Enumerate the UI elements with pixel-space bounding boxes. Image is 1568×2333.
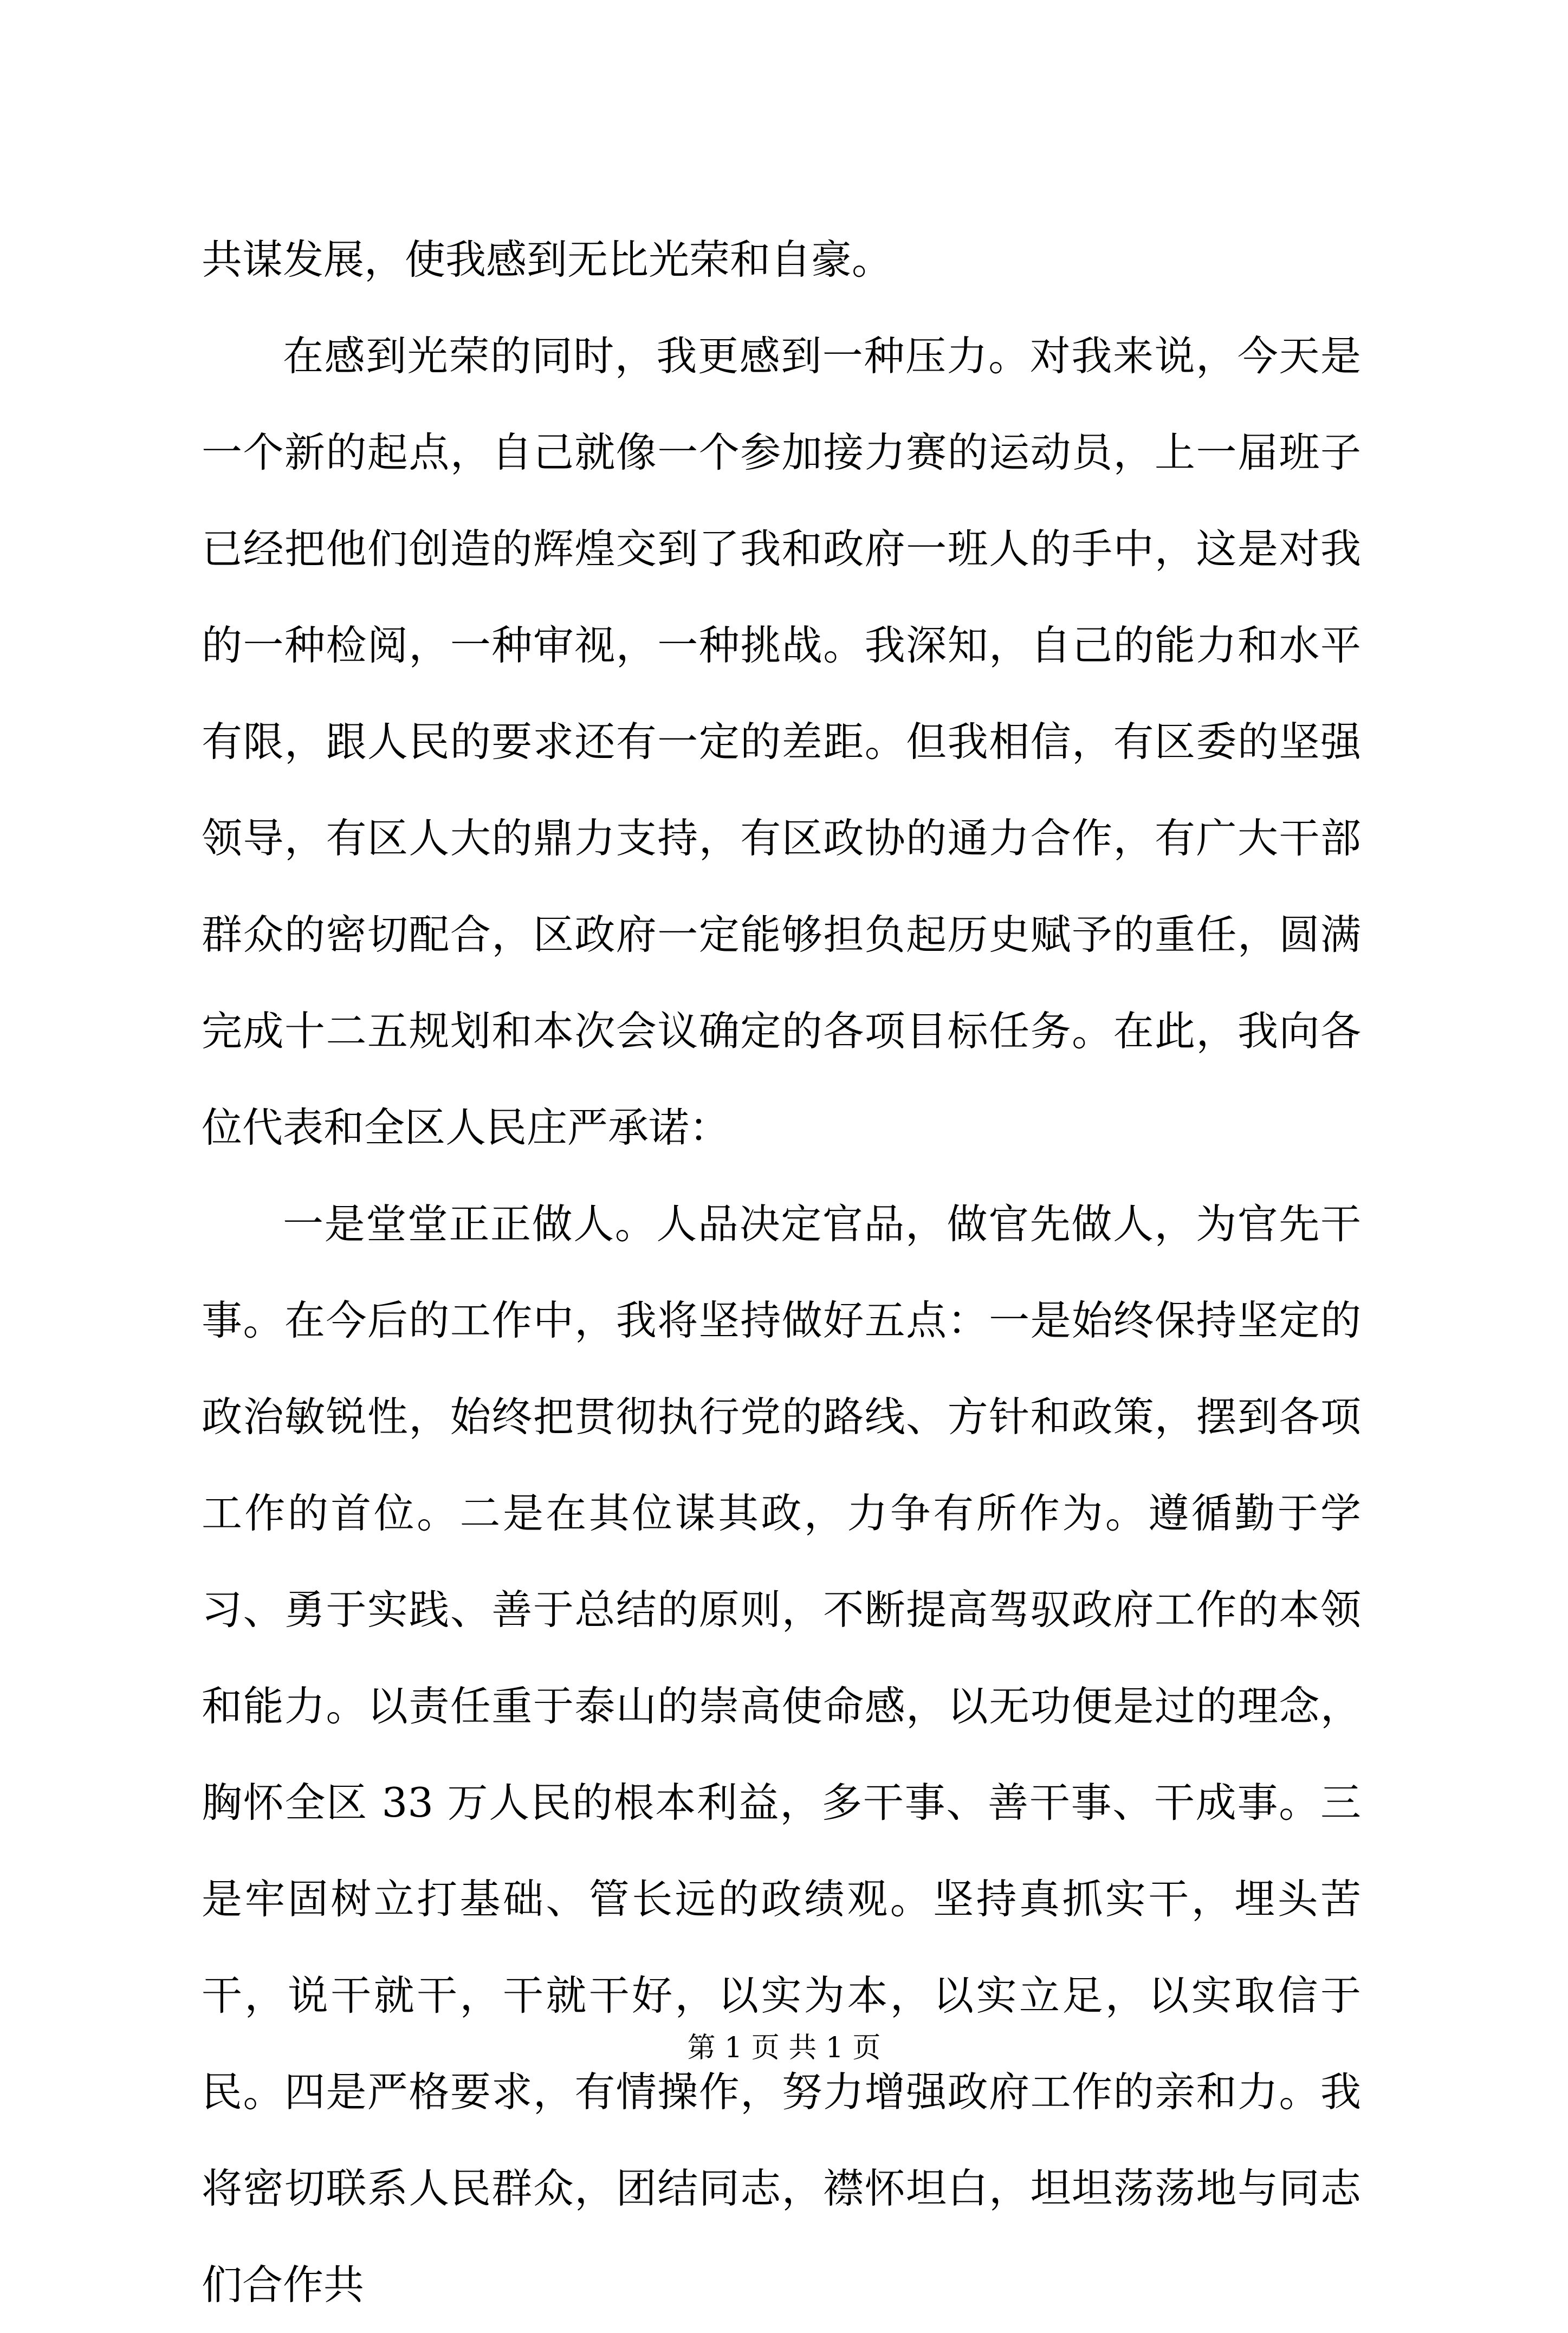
document-body <box>202 211 1361 2333</box>
paragraph-2: 在感到光荣的同时，我更感到一种压力。对我来说，今天是一个新的起点，自己就像一个参加接力赛的运动员，上一届班子已经把他们创造的辉煌交到了我和政府一班人的手中，这是对我的一种检阅，一种审视，一种挑战。我深知，自己的能力和水平有限，跟人民的要求还有一定的差距。但我相信，有区委的坚强领导，有区人大的鼎力支持，有区政协的通力合作，有广大干部群众的密切配合，区政府一定能够担负起历史赋予的重任，圆满完成十二五规划和本次会议确定的各项目标任务。在此，我向各位代表和全区人民庄严承诺： <box>202 332 1361 1151</box>
paragraph-1: 共谋发展，使我感到无比光荣和自豪。 <box>202 236 893 283</box>
paragraph-3: 一是堂堂正正做人。人品决定官品，做官先做人，为官先干事。在今后的工作中，我将坚持做好五点：一是始终保持坚定的政治敏锐性，始终把贯彻执行党的路线、方针和政策，摆到各项工作的首位。二是在其位谋其政，力争有所作为。遵循勤于学习、勇于实践、善于总结的原则，不断提高驾驭政府工作的本领和能力。以责任重于泰山的崇高使命感，以无功便是过的理念，胸怀全区 33 万人民的根本利益，多干事、善干事、干成事。三是牢固树立打基础、管长远的政绩观。坚持真抓实干，埋头苦干，说干就干，干就干好，以实为本，以实立足，以实取信于民。四是严格要求，有情操作，努力增强政府工作的亲和力。我将密切联系人民群众，团结同志，襟怀坦白，坦坦荡荡地与同志们合作共 <box>202 1200 1361 2309</box>
page-footer: 第 1 页 共 1 页 <box>687 2032 881 2064</box>
